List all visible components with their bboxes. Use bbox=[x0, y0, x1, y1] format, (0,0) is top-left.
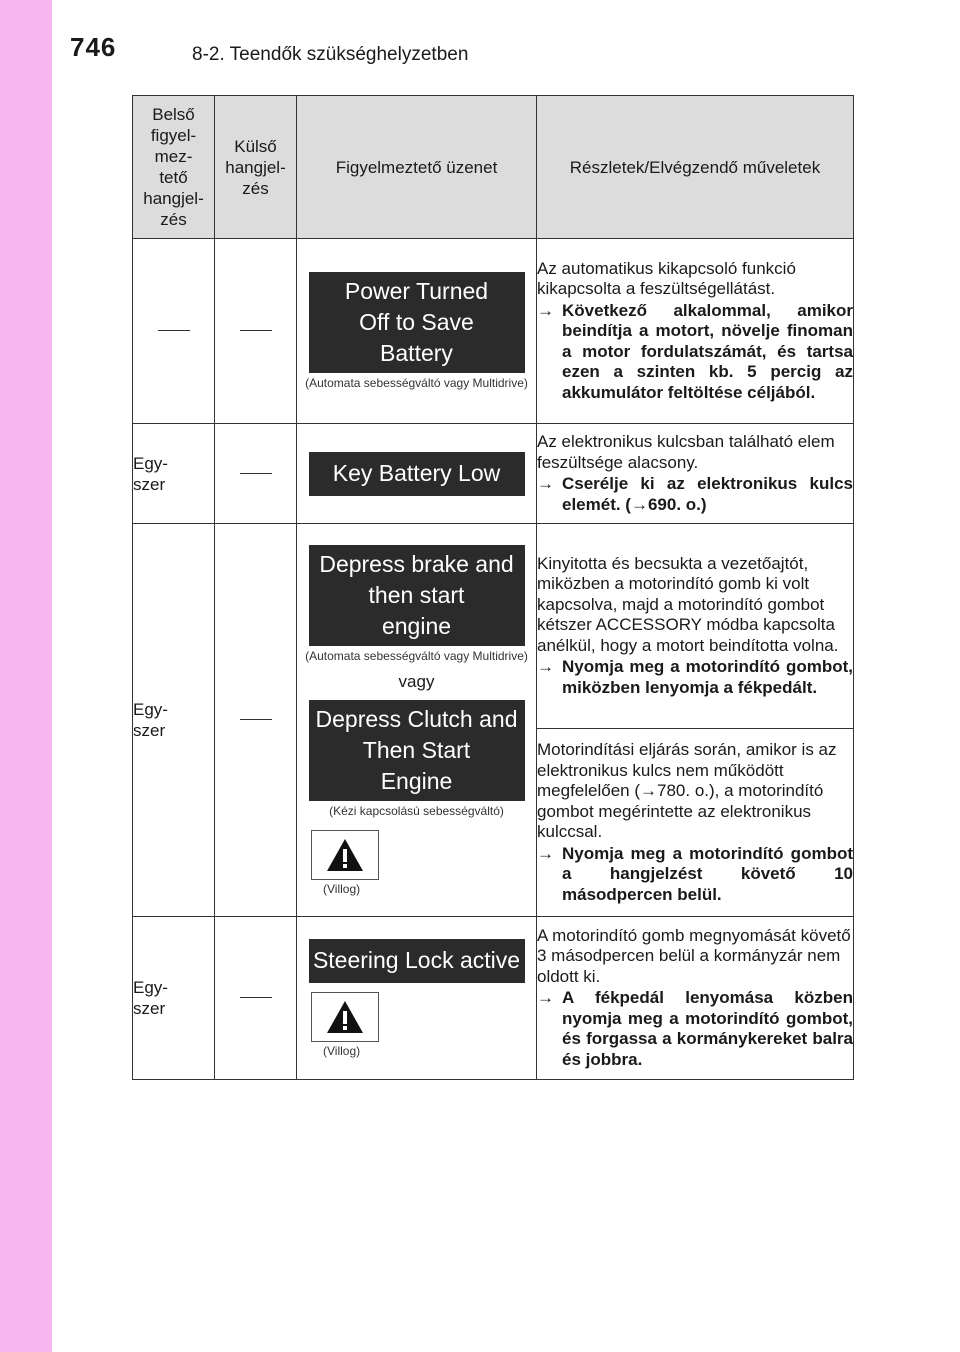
detail-action: Következő alkalommal, amikor beindítja a motort, növelje finoman a motor fordulatszámát, és tartsa ezen a szinten kb. 5 percig az akkumulátor feltöltése céljából. bbox=[562, 300, 853, 402]
arrow-icon: → bbox=[537, 843, 554, 863]
message-caption: (Automata sebességváltó vagy Multidrive) bbox=[305, 376, 528, 390]
external-buzzer-cell bbox=[215, 917, 297, 1080]
detail-intro: Motorindítási eljárás során, amikor is az elektronikus kulcs nem működött megfelelően (→780. o.), a motorindító gombot megérintette az elektronikus kulccsal. bbox=[537, 740, 837, 841]
detail-action: Nyomja meg a motorindító gombot, miközben lenyomja a fékpedált. bbox=[562, 657, 853, 697]
message-caption: (Automata sebességváltó vagy Multidrive) bbox=[305, 648, 528, 663]
internal-buzzer-cell bbox=[133, 239, 215, 424]
table-row bbox=[133, 917, 854, 1080]
details-cell bbox=[537, 917, 854, 1080]
detail-action: Cserélje ki az elektronikus kulcs elemét. (→690. o.) bbox=[562, 474, 853, 514]
details-cell bbox=[537, 729, 854, 917]
internal-buzzer-cell: Egy- szer bbox=[133, 524, 215, 917]
arrow-icon: → bbox=[537, 300, 554, 320]
warning-table bbox=[132, 95, 854, 1080]
display-message: Depress Clutch and Then Start Engine bbox=[309, 700, 525, 801]
dash-symbol bbox=[240, 719, 272, 720]
warning-caption: (Villog) bbox=[323, 1043, 361, 1058]
table-row bbox=[133, 524, 854, 729]
details-cell bbox=[537, 239, 854, 424]
dash-symbol bbox=[240, 330, 272, 331]
exclamation-triangle-icon bbox=[326, 1000, 364, 1034]
arrow-icon: → bbox=[537, 988, 554, 1008]
message-caption: (Kézi kapcsolású sebességváltó) bbox=[329, 803, 504, 818]
table-row bbox=[133, 424, 854, 524]
dash-symbol bbox=[158, 330, 190, 331]
section-title: 8-2. Teendők szükséghelyzetben bbox=[192, 44, 469, 65]
exclamation-triangle-icon bbox=[326, 838, 364, 872]
arrow-icon: → bbox=[537, 657, 554, 677]
warning-light bbox=[311, 830, 379, 880]
internal-buzzer-cell: Egy- szer bbox=[133, 917, 215, 1080]
detail-intro: Az elektronikus kulcsban található elem feszültsége alacsony. bbox=[537, 432, 835, 472]
display-message: Key Battery Low bbox=[309, 452, 525, 496]
header-details: Részletek/Elvégzendő műveletek bbox=[537, 96, 854, 239]
arrow-icon: → bbox=[537, 474, 554, 493]
message-cell bbox=[297, 424, 537, 524]
header-internal-buzzer: Belső figyel- mez- tető hangjel- zés bbox=[133, 96, 215, 239]
display-message: Power Turned Off to Save Battery bbox=[309, 272, 525, 373]
message-cell bbox=[297, 917, 537, 1080]
display-message: Steering Lock active bbox=[309, 939, 525, 983]
detail-intro: A motorindító gomb megnyomását követő 3 másodpercen belül a kormányzár nem oldott ki. bbox=[537, 925, 851, 986]
header-warning-message: Figyelmeztető üzenet bbox=[297, 96, 537, 239]
details-cell bbox=[537, 524, 854, 729]
dash-symbol bbox=[240, 997, 272, 998]
detail-action: A fékpedál lenyomása közben nyomja meg a motorindító gombot, és forgassa a kormánykereket balra és jobbra. bbox=[562, 988, 853, 1069]
external-buzzer-cell bbox=[215, 239, 297, 424]
or-text: vagy bbox=[398, 671, 435, 691]
detail-action: Nyomja meg a motorindító gombot a hangjelzést követő 10 másodpercen belül. bbox=[562, 843, 853, 904]
display-message: Depress brake and then start engine bbox=[309, 545, 525, 646]
table-row bbox=[133, 239, 854, 424]
side-color-band bbox=[0, 0, 52, 1352]
warning-caption: (Villog) bbox=[323, 881, 361, 896]
page-number: 746 bbox=[70, 32, 117, 62]
external-buzzer-cell bbox=[215, 424, 297, 524]
message-cell bbox=[297, 239, 537, 424]
header-external-buzzer: Külső hangjel- zés bbox=[215, 96, 297, 239]
internal-buzzer-cell: Egy- szer bbox=[133, 424, 215, 524]
warning-light bbox=[311, 992, 379, 1042]
details-cell bbox=[537, 424, 854, 524]
dash-symbol bbox=[240, 473, 272, 474]
detail-intro: Az automatikus kikapcsoló funkció kikapcsolta a feszültségellátást. bbox=[537, 258, 796, 299]
detail-intro: Kinyitotta és becsukta a vezetőajtót, miközben a motorindító gomb ki volt kapcsolva, majd a motorindító gombot kétszer ACCESSORY módba kapcsolta anélkül, hogy a motort beindította volna. bbox=[537, 553, 839, 655]
message-cell bbox=[297, 524, 537, 917]
table-header-row bbox=[133, 96, 854, 239]
external-buzzer-cell bbox=[215, 524, 297, 917]
